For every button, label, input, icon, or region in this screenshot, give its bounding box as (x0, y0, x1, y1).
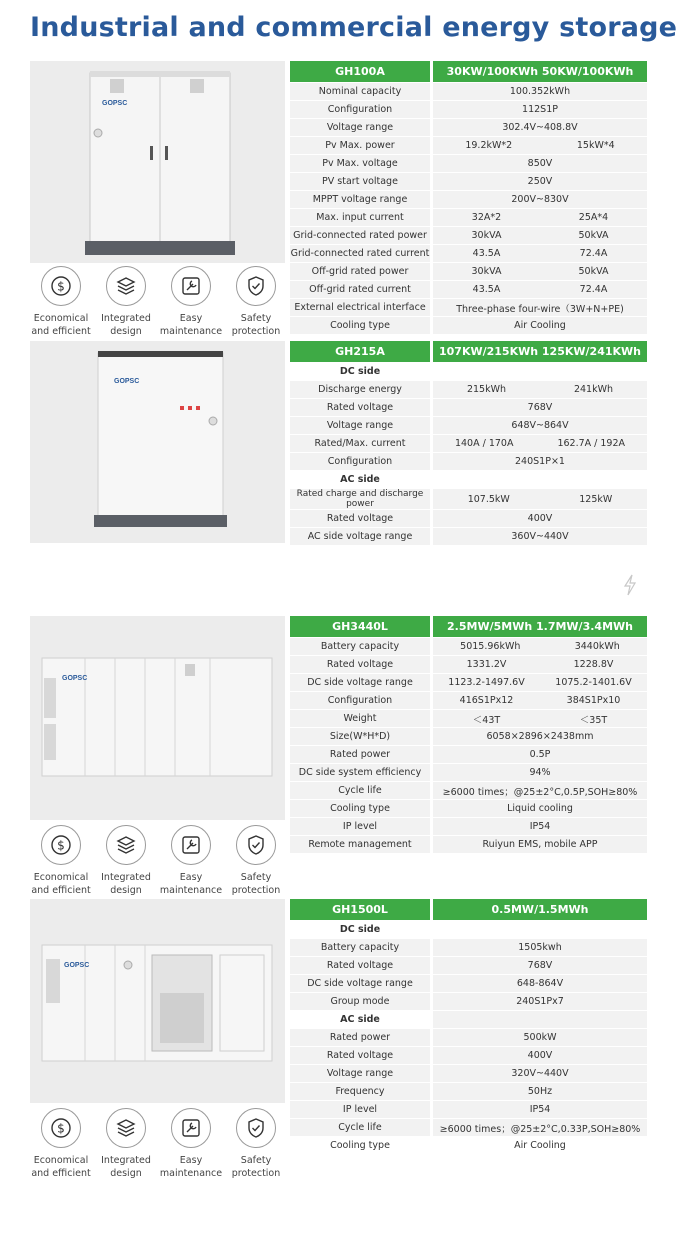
table-row (290, 281, 647, 299)
feature-label: Easy maintenance (159, 872, 223, 896)
layers-icon (106, 1108, 146, 1148)
feature-label: Economical and efficient (31, 313, 91, 337)
spec-value: 850V (432, 155, 648, 173)
spec-value: 1505kwh (432, 939, 648, 957)
spec-header-row (290, 616, 647, 638)
table-row (290, 417, 647, 435)
feature-label: Safety protection (231, 313, 281, 337)
table-row (290, 1119, 647, 1137)
brand-logo: GOPSC (102, 100, 128, 107)
spec-value: ＜43T ＜35T (432, 710, 648, 728)
spec-value: Air Cooling (432, 1137, 648, 1155)
feature-economical (28, 266, 94, 338)
table-row (290, 957, 647, 975)
table-row (290, 137, 647, 155)
feature-icons-row (28, 266, 290, 338)
feature-safety (223, 266, 289, 338)
spec-label: Voltage range (290, 119, 432, 137)
svg-text:$: $ (57, 1121, 65, 1136)
brand-logo: GOPSC (64, 962, 90, 969)
spec-label: DC side (290, 921, 432, 939)
feature-label: Easy maintenance (159, 1155, 223, 1179)
spec-label: Rated voltage (290, 399, 432, 417)
spec-value: 94% (432, 764, 648, 782)
shield-check-icon (236, 825, 276, 865)
spec-label: Size(W*H*D) (290, 728, 432, 746)
brand-logo: GOPSC (114, 378, 140, 385)
spec-label: MPPT voltage range (290, 191, 432, 209)
spec-value: Air Cooling (432, 317, 648, 335)
spec-value (432, 471, 648, 489)
table-row (290, 993, 647, 1011)
spec-label: Voltage range (290, 1065, 432, 1083)
table-row (290, 710, 647, 728)
spec-label: DC side voltage range (290, 674, 432, 692)
spec-label: IP level (290, 1101, 432, 1119)
table-row (290, 975, 647, 993)
spec-value: IP54 (432, 818, 648, 836)
table-row (290, 800, 647, 818)
spec-label: Weight (290, 710, 432, 728)
product-image-gh215a (30, 341, 285, 543)
model-rating: 30KW/100KWh 50KW/100KWh (432, 61, 648, 83)
section-row (290, 471, 647, 489)
spec-label: Configuration (290, 692, 432, 710)
container-illustration (30, 899, 285, 1103)
spec-value: 30kVA 50kVA (432, 263, 648, 281)
page-title: Industrial and commercial energy storage (30, 12, 678, 43)
layers-icon (106, 266, 146, 306)
feature-maintenance (158, 825, 224, 897)
spec-label: DC side system efficiency (290, 764, 432, 782)
spec-header-row (290, 341, 647, 363)
feature-label: Economical and efficient (31, 1155, 91, 1179)
table-row (290, 489, 647, 510)
spec-label: Pv Max. power (290, 137, 432, 155)
table-row (290, 299, 647, 317)
spec-label: Grid-connected rated current (290, 245, 432, 263)
spec-value: ≥6000 times；@25±2°C,0.5P,SOH≥80% (432, 782, 648, 800)
spec-label: Off-grid rated current (290, 281, 432, 299)
spec-value: 0.5P (432, 746, 648, 764)
dollar-icon (41, 1108, 81, 1148)
spec-value: 100.352kWh (432, 83, 648, 101)
feature-safety (223, 825, 289, 897)
table-row (290, 764, 647, 782)
table-row (290, 1047, 647, 1065)
feature-integrated (93, 1108, 159, 1180)
spec-label: Rated voltage (290, 656, 432, 674)
spec-value: 140A / 170A 162.7A / 192A (432, 435, 648, 453)
wrench-icon (171, 266, 211, 306)
spec-value: 768V (432, 399, 648, 417)
spec-value: IP54 (432, 1101, 648, 1119)
spec-label: Rated/Max. current (290, 435, 432, 453)
feature-label: Easy maintenance (159, 313, 223, 337)
spec-label: Group mode (290, 993, 432, 1011)
spec-value: 19.2kW*2 15kW*4 (432, 137, 648, 155)
section-row (290, 363, 647, 381)
spec-label: Cycle life (290, 1119, 432, 1137)
spec-header-row (290, 61, 647, 83)
spec-value: 648V~864V (432, 417, 648, 435)
table-row (290, 155, 647, 173)
table-row (290, 101, 647, 119)
table-row (290, 638, 647, 656)
spec-value: Ruiyun EMS, mobile APP (432, 836, 648, 854)
model-name: GH3440L (290, 616, 432, 638)
spec-value: ≥6000 times；@25±2°C,0.33P,SOH≥80% (432, 1119, 648, 1137)
spec-value: 32A*2 25A*4 (432, 209, 648, 227)
spec-label: External electrical interface (290, 299, 432, 317)
table-row (290, 263, 647, 281)
spec-value: 360V~440V (432, 528, 648, 546)
spec-label: Configuration (290, 101, 432, 119)
table-row (290, 119, 647, 137)
spec-label: DC side (290, 363, 432, 381)
spec-label: PV start voltage (290, 173, 432, 191)
spec-value: 107.5kW 125kW (432, 489, 648, 510)
spec-label: Cooling type (290, 1137, 432, 1155)
table-row (290, 746, 647, 764)
section-row (290, 921, 647, 939)
spec-value: 400V (432, 510, 648, 528)
table-row (290, 245, 647, 263)
feature-label: Integrated design (101, 872, 151, 896)
spec-value: 240S1Px7 (432, 993, 648, 1011)
spec-value: 302.4V~408.8V (432, 119, 648, 137)
spec-label: Rated power (290, 746, 432, 764)
spec-table-gh3440l (290, 616, 647, 854)
model-name: GH100A (290, 61, 432, 83)
spec-label: Battery capacity (290, 638, 432, 656)
section-row (290, 1011, 647, 1029)
spec-value: 43.5A 72.4A (432, 281, 648, 299)
table-row (290, 656, 647, 674)
table-row (290, 939, 647, 957)
spec-value: 416S1Px12 384S1Px10 (432, 692, 648, 710)
container-illustration (30, 616, 285, 820)
cabinet-illustration (30, 341, 285, 543)
table-row (290, 453, 647, 471)
table-row (290, 1029, 647, 1047)
table-row (290, 399, 647, 417)
feature-maintenance (158, 1108, 224, 1180)
table-row (290, 510, 647, 528)
table-row (290, 1101, 647, 1119)
spec-label: Cooling type (290, 800, 432, 818)
spec-label: Cycle life (290, 782, 432, 800)
spec-label: Off-grid rated power (290, 263, 432, 281)
table-row (290, 728, 647, 746)
spec-table-gh100a (290, 61, 647, 335)
table-row (290, 435, 647, 453)
spec-label: AC side (290, 471, 432, 489)
feature-economical (28, 1108, 94, 1180)
table-row (290, 173, 647, 191)
table-row (290, 317, 647, 335)
spec-value: 30kVA 50kVA (432, 227, 648, 245)
spec-label: Discharge energy (290, 381, 432, 399)
table-row (290, 1137, 647, 1155)
spec-value: 6058×2896×2438mm (432, 728, 648, 746)
feature-integrated (93, 266, 159, 338)
spec-value: 200V~830V (432, 191, 648, 209)
table-row (290, 818, 647, 836)
table-row (290, 782, 647, 800)
spec-label: Configuration (290, 453, 432, 471)
spec-label: AC side (290, 1011, 432, 1029)
table-row (290, 692, 647, 710)
brand-logo: GOPSC (62, 675, 88, 682)
table-row (290, 191, 647, 209)
spec-value (432, 1011, 648, 1029)
spec-value: 112S1P (432, 101, 648, 119)
layers-icon (106, 825, 146, 865)
cabinet-illustration (30, 61, 285, 263)
wrench-icon (171, 1108, 211, 1148)
model-rating: 0.5MW/1.5MWh (432, 899, 648, 921)
spec-label: Nominal capacity (290, 83, 432, 101)
spec-label: DC side voltage range (290, 975, 432, 993)
spec-label: Cooling type (290, 317, 432, 335)
svg-text:$: $ (57, 838, 65, 853)
shield-check-icon (236, 266, 276, 306)
spec-label: Battery capacity (290, 939, 432, 957)
spec-label: Remote management (290, 836, 432, 854)
table-row (290, 227, 647, 245)
spec-value: 215kWh 241kWh (432, 381, 648, 399)
product-image-gh3440l (30, 616, 285, 820)
spec-label: Rated voltage (290, 957, 432, 975)
spec-value (432, 921, 648, 939)
spec-label: Max. input current (290, 209, 432, 227)
table-row (290, 1083, 647, 1101)
spec-label: AC side voltage range (290, 528, 432, 546)
spec-label: Grid-connected rated power (290, 227, 432, 245)
spec-value: 50Hz (432, 1083, 648, 1101)
spec-value: 240S1P×1 (432, 453, 648, 471)
lightning-icon (622, 574, 638, 601)
spec-label: Frequency (290, 1083, 432, 1101)
spec-value: 5015.96kWh 3440kWh (432, 638, 648, 656)
wrench-icon (171, 825, 211, 865)
spec-label: Pv Max. voltage (290, 155, 432, 173)
spec-table-gh215a (290, 341, 647, 546)
spec-label: Rated voltage (290, 510, 432, 528)
spec-value (432, 363, 648, 381)
table-row (290, 1065, 647, 1083)
product-image-gh1500l (30, 899, 285, 1103)
svg-text:$: $ (57, 279, 65, 294)
feature-label: Integrated design (101, 1155, 151, 1179)
feature-safety (223, 1108, 289, 1180)
feature-label: Safety protection (231, 1155, 281, 1179)
spec-table-gh1500l (290, 899, 647, 1155)
spec-label: Voltage range (290, 417, 432, 435)
spec-value: 43.5A 72.4A (432, 245, 648, 263)
spec-label: Rated charge and discharge power (290, 489, 432, 510)
spec-value: 250V (432, 173, 648, 191)
table-row (290, 83, 647, 101)
spec-header-row (290, 899, 647, 921)
spec-value: Liquid cooling (432, 800, 648, 818)
spec-value: 500kW (432, 1029, 648, 1047)
model-rating: 107KW/215KWh 125KW/241KWh (432, 341, 648, 363)
shield-check-icon (236, 1108, 276, 1148)
feature-label: Integrated design (101, 313, 151, 337)
spec-value: 1331.2V 1228.8V (432, 656, 648, 674)
feature-icons-row (28, 1108, 290, 1180)
table-row (290, 381, 647, 399)
feature-integrated (93, 825, 159, 897)
spec-value: 320V~440V (432, 1065, 648, 1083)
feature-economical (28, 825, 94, 897)
feature-maintenance (158, 266, 224, 338)
spec-label: Rated power (290, 1029, 432, 1047)
model-name: GH215A (290, 341, 432, 363)
spec-value: Three-phase four-wire（3W+N+PE) (432, 299, 648, 317)
model-name: GH1500L (290, 899, 432, 921)
dollar-icon (41, 266, 81, 306)
product-image-gh100a (30, 61, 285, 263)
spec-value: 768V (432, 957, 648, 975)
spec-label: IP level (290, 818, 432, 836)
table-row (290, 209, 647, 227)
table-row (290, 528, 647, 546)
spec-value: 648-864V (432, 975, 648, 993)
table-row (290, 836, 647, 854)
dollar-icon (41, 825, 81, 865)
spec-label: Rated voltage (290, 1047, 432, 1065)
feature-icons-row (28, 825, 290, 897)
model-rating: 2.5MW/5MWh 1.7MW/3.4MWh (432, 616, 648, 638)
table-row (290, 674, 647, 692)
feature-label: Safety protection (231, 872, 281, 896)
feature-label: Economical and efficient (31, 872, 91, 896)
spec-value: 400V (432, 1047, 648, 1065)
spec-value: 1123.2-1497.6V 1075.2-1401.6V (432, 674, 648, 692)
